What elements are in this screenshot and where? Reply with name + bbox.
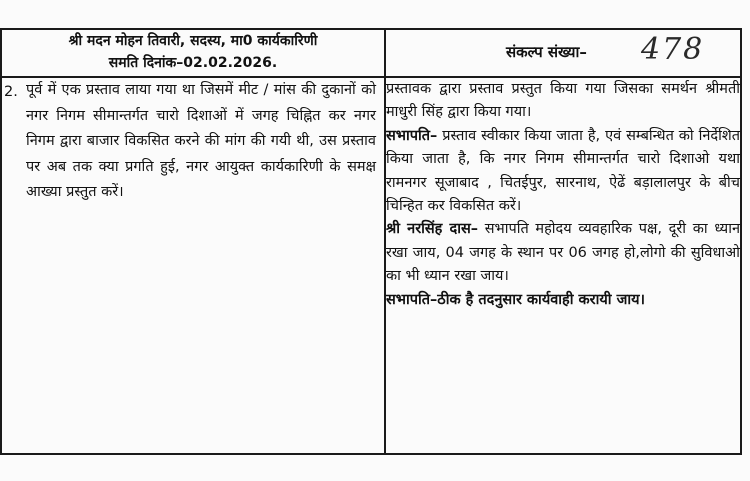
content-row xyxy=(1,77,741,454)
proposal-cell xyxy=(1,77,385,454)
resolution-header-cell xyxy=(385,29,741,77)
resolution-number-label: संकल्प संख्या– xyxy=(506,43,587,61)
member-text: सभापति महोदय व्यवहारिक पक्ष, दूरी का ध्यान रखा जाय, 04 जगह के स्थान पर 06 जगह हो,लोगो की सुविधाओ का भी ध्यान रखा जाय। xyxy=(386,221,740,285)
final-statement xyxy=(386,289,740,312)
chair-text: प्रस्ताव स्वीकार किया जाता है, एवं सम्बन्धित को निर्देशित किया जाता है, कि नगर निगम सीमान्तर्गत चारो दिशाओ यथा रामनगर सूजाबाद , चितईपुर, सारनाथ, ऐढें बड़ालालपुर के बीच चिन्हित कर विकसित करें। xyxy=(386,127,740,215)
chair-statement xyxy=(386,125,740,219)
chair-label: सभापति– xyxy=(386,127,438,144)
minutes-table xyxy=(0,28,742,455)
meeting-date-line: समति दिनांक–02.02.2026. xyxy=(108,55,278,71)
item-number: 2. xyxy=(4,84,18,100)
proposal-text: पूर्व में एक प्रस्ताव लाया गया था जिसमें मीट / मांस की दुकानों को नगर निगम सीमान्तर्गत चारो दिशाओं में जगह चिह्नित कर नगर निगम द्वारा बाजार विकसित करने की मांग की गयी थी, उस प्रस्ताव पर अब तक क्या प्रगति हुई, नगर आयुक्त कार्यकारिणी के समक्ष आख्या प्रस्तुत करें। xyxy=(26,82,376,200)
member-header-cell xyxy=(1,29,385,77)
member-statement xyxy=(386,218,740,288)
final-decision-text: ठीक है तदनुसार कार्यवाही करायी जाय। xyxy=(437,291,646,308)
member-label: श्री नरसिंह दास– xyxy=(386,221,479,238)
resolution-intro: प्रस्तावक द्वारा प्रस्ताव प्रस्तुत किया गया जिसका समर्थन श्रीमती माधुरी सिंह द्वारा किया गया। xyxy=(386,81,740,121)
member-line: श्री मदन मोहन तिवारी, सदस्य, मा0 कार्यकारिणी xyxy=(68,33,318,49)
resolution-cell xyxy=(385,77,741,454)
header-row xyxy=(1,29,741,77)
resolution-number-handwritten: 478 xyxy=(641,32,705,67)
final-chair-label: सभापति– xyxy=(386,291,438,308)
